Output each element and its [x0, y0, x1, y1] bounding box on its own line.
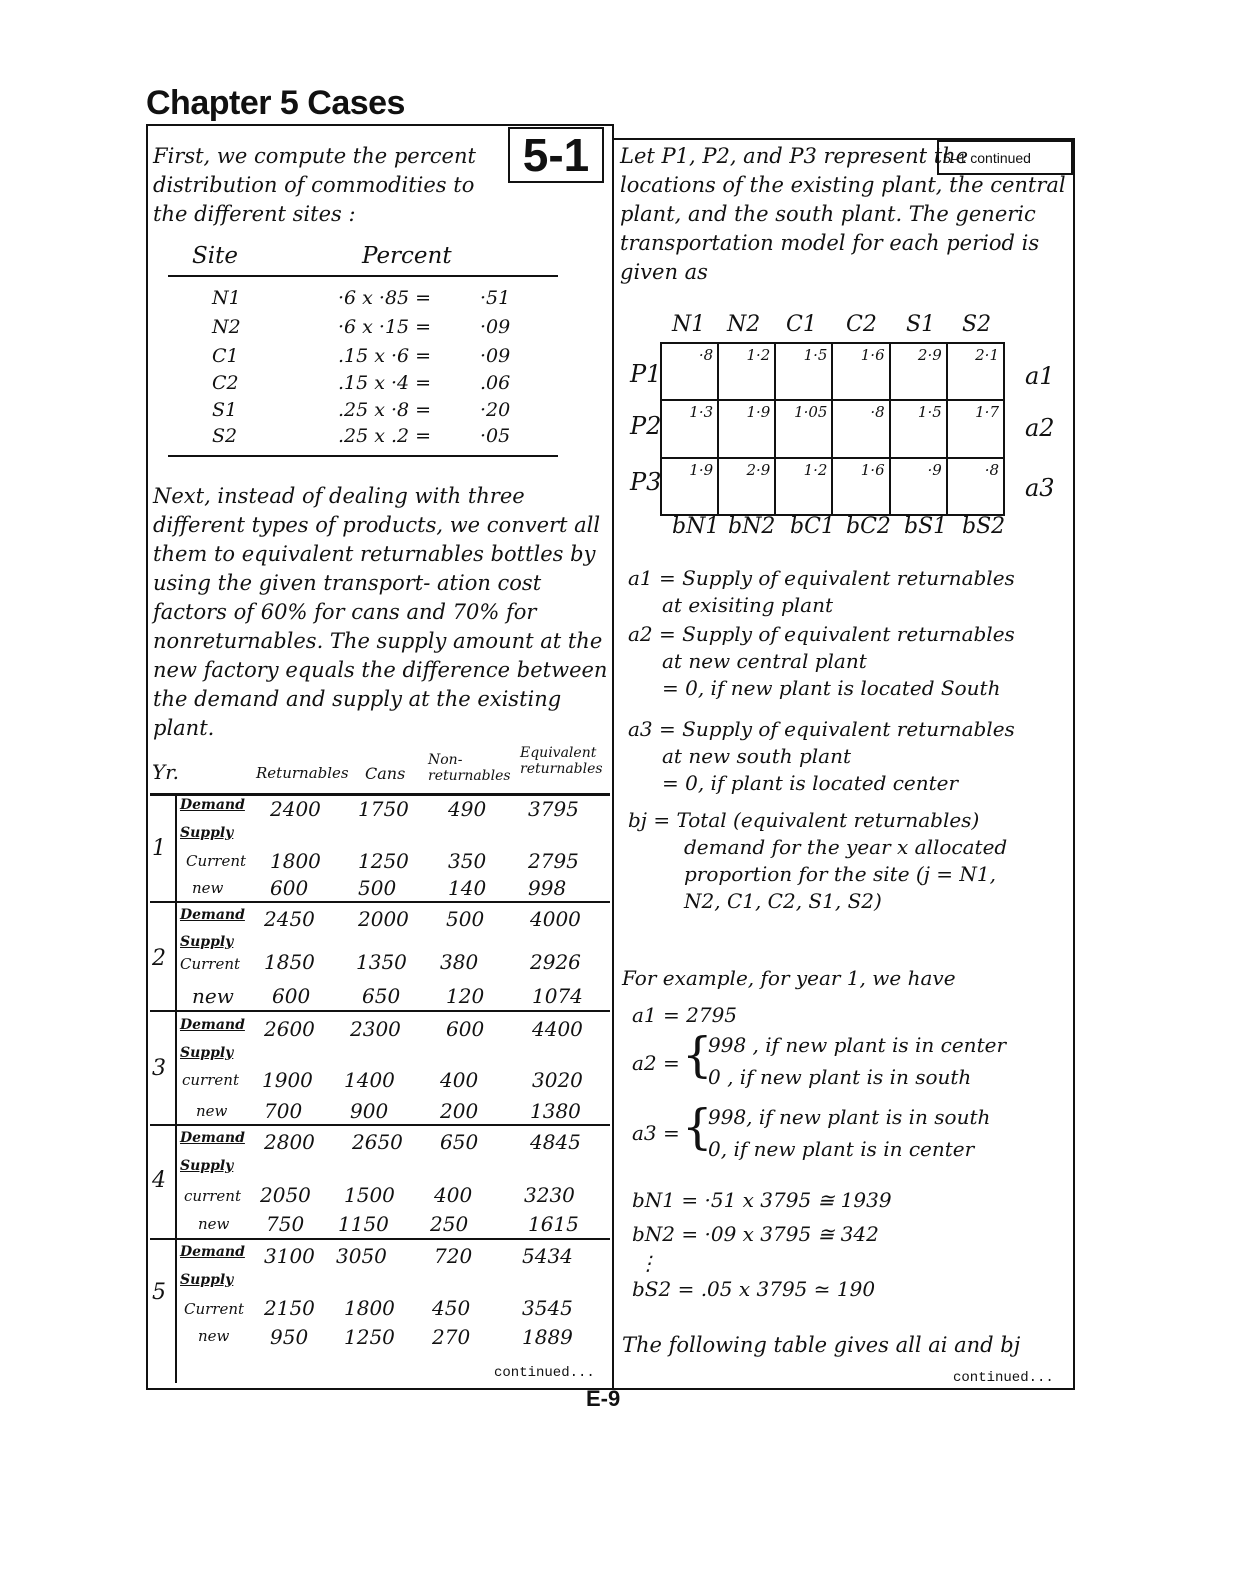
site-name: S2: [212, 425, 238, 447]
site-table-top-rule: [168, 275, 558, 277]
nonret-cell: 270: [432, 1325, 471, 1349]
cans-cell: 1750: [358, 797, 409, 821]
cost-cell: 1·9: [718, 400, 775, 457]
year-number: 4: [152, 1168, 166, 1193]
nonret-cell: 500: [446, 907, 485, 931]
equiv-cell: 3795: [528, 797, 579, 821]
cost-cell: 1·9: [661, 458, 718, 515]
returnables-cell: 2800: [264, 1130, 315, 1154]
site-name: N1: [212, 287, 241, 309]
cost-cell: 1·5: [775, 343, 832, 400]
cost-cell: 1·2: [775, 458, 832, 515]
variable-definitions: [628, 565, 1068, 915]
site-header: Site: [192, 243, 238, 269]
table-row-new: [178, 984, 610, 1012]
nonret-cell: 350: [448, 849, 487, 873]
table-row-current: [178, 1183, 610, 1211]
supply-label-a2: a2: [1025, 414, 1055, 442]
demand-label: bC2: [846, 514, 891, 539]
row-label: new: [198, 1215, 230, 1233]
site-calc: ·6 x ·15 =: [338, 316, 432, 338]
cans-cell: 500: [358, 876, 397, 900]
row-label: Demand: [180, 1244, 245, 1260]
year-number: 5: [152, 1280, 166, 1305]
example-ellipsis: ⋮: [638, 1251, 658, 1275]
supply-label: Supply: [180, 825, 234, 841]
year-table-header-rule: [150, 793, 610, 796]
site-row: [190, 316, 550, 344]
table-row-demand: [178, 1130, 610, 1158]
demand-label: bS1: [904, 514, 948, 539]
def-a2-zero: = 0, if new plant is located South: [662, 676, 1001, 700]
nonret-cell: 400: [440, 1068, 479, 1092]
equivalent-header: Equivalent returnables: [520, 745, 603, 777]
col-label-n2: N2: [727, 312, 761, 337]
row-label: new: [192, 984, 234, 1008]
site-row: [190, 372, 550, 400]
col-label-c2: C2: [846, 312, 877, 337]
nonret-cell: 650: [440, 1130, 479, 1154]
def-bj-cont2: proportion for the site (j = N1,: [684, 862, 996, 886]
nonret-cell: 720: [434, 1244, 473, 1268]
supply-label-a3: a3: [1025, 474, 1055, 502]
row-label: Demand: [180, 907, 245, 923]
site-percent: ·51: [480, 287, 511, 309]
col-label-s2: S2: [962, 312, 992, 337]
nonret-cell: 490: [448, 797, 487, 821]
example-intro: For example, for year 1, we have: [622, 966, 956, 990]
example-bs2: bS2 = .05 x 3795 ≃ 190: [632, 1277, 876, 1301]
example-bn2: bN2 = ·09 x 3795 ≅ 342: [632, 1222, 879, 1246]
cost-cell: ·9: [890, 458, 947, 515]
cost-cell: 2·1: [947, 343, 1004, 400]
site-percent: .06: [480, 372, 511, 394]
nonret-cell: 140: [448, 876, 487, 900]
supply-label: Supply: [180, 1272, 234, 1288]
supply-label: Supply: [180, 1158, 234, 1174]
example-bn1: bN1 = ·51 x 3795 ≅ 1939: [632, 1188, 892, 1212]
equiv-cell: 1380: [530, 1099, 581, 1123]
percent-header: Percent: [362, 243, 452, 269]
row-label: Demand: [180, 1017, 245, 1033]
year-column-divider: [175, 793, 177, 1383]
demand-label: bN2: [728, 514, 776, 539]
cans-header: Cans: [365, 764, 406, 783]
right-intro-paragraph: Let P1, P2, and P3 represent the locations of the existing plant, the central plant, and the south plant. The generic transportation model for each period is given as: [620, 144, 1066, 284]
equiv-cell: 5434: [522, 1244, 573, 1268]
nonret-cell: 250: [430, 1212, 469, 1236]
site-name: C1: [212, 345, 239, 367]
cost-cell: 1·3: [661, 400, 718, 457]
equiv-cell: 3545: [522, 1296, 573, 1320]
year-number: 1: [152, 836, 166, 861]
row-label: new: [196, 1102, 228, 1120]
site-table-bottom-rule: [168, 455, 558, 457]
def-a3-cont: at new south plant: [662, 744, 852, 768]
site-row: [190, 345, 550, 373]
chapter-title: Chapter 5 Cases: [146, 84, 405, 122]
table-row-new: [178, 1099, 610, 1127]
equiv-cell: 4845: [530, 1130, 581, 1154]
nonreturnables-header: Non- returnables: [428, 752, 511, 784]
table-row-current: [178, 950, 610, 978]
equiv-cell: 998: [528, 876, 567, 900]
year-separator: [150, 901, 610, 903]
year-separator: [150, 1238, 610, 1240]
row-label: Current: [180, 955, 241, 973]
equiv-cell: 2795: [528, 849, 579, 873]
right-continued-note: continued...: [953, 1370, 1054, 1386]
left-intro-paragraph: First, we compute the percent distribution of commodities to the different sites :: [153, 144, 476, 226]
cost-cell: 1·05: [775, 400, 832, 457]
table-row-demand: [178, 1244, 610, 1272]
def-bj-cont3: N2, C1, C2, S1, S2): [684, 889, 882, 913]
returnables-cell: 2050: [260, 1183, 311, 1207]
returnables-cell: 600: [272, 984, 311, 1008]
returnables-cell: 2150: [264, 1296, 315, 1320]
page-number: E-9: [586, 1386, 621, 1411]
returnables-cell: 2400: [270, 797, 321, 821]
table-row-new: [178, 1212, 610, 1240]
site-calc: .25 x ·8 =: [338, 399, 432, 421]
cans-cell: 2650: [352, 1130, 403, 1154]
row-label: current: [182, 1071, 239, 1089]
grid-row: [661, 343, 1004, 400]
grid-row: [661, 400, 1004, 457]
returnables-cell: 600: [270, 876, 309, 900]
example-final: The following table gives all ai and bj: [622, 1333, 1021, 1357]
cost-cell: ·8: [661, 343, 718, 400]
site-name: C2: [212, 372, 239, 394]
transportation-grid: [660, 342, 1010, 516]
cost-cell: 2·9: [718, 458, 775, 515]
conversion-paragraph: Next, instead of dealing with three different types of products, we convert all them to equivalent returnables bottles by using the given transport- ation cost factors of 60% for cans and 70% for nonreturnables. The supply amount at the new factory equals the difference between the demand and supply at the existing plant.: [153, 484, 608, 740]
cans-cell: 1250: [358, 849, 409, 873]
returnables-header: Returnables: [256, 764, 349, 782]
site-percent: ·09: [480, 345, 511, 367]
cans-cell: 1500: [344, 1183, 395, 1207]
cans-cell: 3050: [336, 1244, 387, 1268]
site-percent: ·20: [480, 399, 511, 421]
equiv-cell: 4400: [532, 1017, 583, 1041]
year-number: 2: [152, 946, 166, 971]
yr-header: Yr.: [152, 760, 179, 784]
table-row-current: [178, 1296, 610, 1324]
cans-cell: 1800: [344, 1296, 395, 1320]
row-label: new: [192, 879, 224, 897]
cans-cell: 2000: [358, 907, 409, 931]
supply-label: Supply: [180, 1045, 234, 1061]
cans-cell: 1350: [356, 950, 407, 974]
col-label-c1: C1: [786, 312, 817, 337]
returnables-cell: 950: [270, 1325, 309, 1349]
demand-label: bC1: [790, 514, 835, 539]
year-separator: [150, 1124, 610, 1126]
year-number: 3: [152, 1056, 166, 1081]
demand-label: bN1: [672, 514, 720, 539]
equiv-cell: 1889: [522, 1325, 573, 1349]
cans-cell: 1400: [344, 1068, 395, 1092]
cans-cell: 650: [362, 984, 401, 1008]
row-label: Demand: [180, 1130, 245, 1146]
site-percent: ·09: [480, 316, 511, 338]
cans-cell: 1150: [338, 1212, 389, 1236]
table-row-new: [178, 876, 610, 904]
table-row-current: [178, 1068, 610, 1096]
example-a2-line2: 0 , if new plant is in south: [708, 1065, 972, 1089]
site-row: [190, 287, 550, 315]
row-label-p2: P2: [630, 412, 662, 440]
left-continued-note: continued...: [494, 1365, 595, 1381]
nonret-cell: 380: [440, 950, 479, 974]
row-label: Current: [186, 852, 247, 870]
def-a3-zero: = 0, if plant is located center: [662, 771, 959, 795]
case-number-badge: 5-1: [508, 127, 604, 183]
site-percent: ·05: [480, 425, 511, 447]
row-label-p1: P1: [630, 360, 662, 388]
cans-cell: 900: [350, 1099, 389, 1123]
equiv-cell: 1615: [528, 1212, 579, 1236]
table-row-current: [178, 849, 610, 877]
def-bj: bj = Total (equivalent returnables): [628, 808, 980, 832]
equiv-cell: 3020: [532, 1068, 583, 1092]
returnables-cell: 1900: [262, 1068, 313, 1092]
def-a2: a2 = Supply of equivalent returnables: [628, 622, 1015, 646]
grid-row: [661, 458, 1004, 515]
site-name: N2: [212, 316, 241, 338]
row-label: new: [198, 1327, 230, 1345]
row-label: Current: [184, 1300, 245, 1318]
equiv-cell: 2926: [530, 950, 581, 974]
cost-cell: 2·9: [890, 343, 947, 400]
nonret-cell: 120: [446, 984, 485, 1008]
def-bj-cont1: demand for the year x allocated: [684, 835, 1008, 859]
site-row: [190, 399, 550, 427]
supply-label: Supply: [180, 934, 234, 950]
site-name: S1: [212, 399, 238, 421]
def-a1-cont: at exisiting plant: [662, 593, 834, 617]
brace-icon: {: [682, 1099, 713, 1155]
row-label-p3: P3: [630, 468, 662, 496]
site-calc: .15 x ·4 =: [338, 372, 432, 394]
example-a1: a1 = 2795: [632, 1003, 738, 1027]
equiv-cell: 1074: [532, 984, 583, 1008]
brace-icon: {: [682, 1027, 713, 1083]
cost-cell: ·8: [947, 458, 1004, 515]
site-calc: ·6 x ·85 =: [338, 287, 432, 309]
nonret-cell: 450: [432, 1296, 471, 1320]
table-row-new: [178, 1325, 610, 1353]
row-label: Demand: [180, 797, 245, 813]
example-a2-line1: 998 , if new plant is in center: [708, 1033, 1006, 1057]
continued-badge: 5–1 continued: [937, 140, 1073, 175]
example-a3-line2: 0, if new plant is in center: [708, 1137, 975, 1161]
demand-label: bS2: [962, 514, 1006, 539]
cans-cell: 2300: [350, 1017, 401, 1041]
returnables-cell: 750: [266, 1212, 305, 1236]
cost-cell: 1·6: [832, 458, 889, 515]
returnables-cell: 2450: [264, 907, 315, 931]
year-separator: [150, 1010, 610, 1012]
returnables-cell: 2600: [264, 1017, 315, 1041]
nonret-cell: 600: [446, 1017, 485, 1041]
returnables-cell: 700: [264, 1099, 303, 1123]
def-a1: a1 = Supply of equivalent returnables: [628, 566, 1015, 590]
cost-cell: 1·2: [718, 343, 775, 400]
cost-cell: ·8: [832, 400, 889, 457]
def-a2-cont: at new central plant: [662, 649, 867, 673]
equiv-cell: 3230: [524, 1183, 575, 1207]
cost-cell: 1·7: [947, 400, 1004, 457]
table-row-demand: [178, 797, 610, 825]
site-calc: .15 x ·6 =: [338, 345, 432, 367]
returnables-cell: 1800: [270, 849, 321, 873]
example-a2-label: a2 =: [632, 1051, 680, 1075]
site-calc: .25 x .2 =: [338, 425, 432, 447]
def-a3: a3 = Supply of equivalent returnables: [628, 717, 1015, 741]
nonret-cell: 200: [440, 1099, 479, 1123]
col-label-s1: S1: [906, 312, 936, 337]
cost-cell: 1·5: [890, 400, 947, 457]
supply-label-a1: a1: [1025, 362, 1055, 390]
nonret-cell: 400: [434, 1183, 473, 1207]
table-row-demand: [178, 1017, 610, 1045]
example-a3-label: a3 =: [632, 1121, 680, 1145]
row-label: current: [184, 1187, 241, 1205]
col-label-n1: N1: [672, 312, 706, 337]
returnables-cell: 3100: [264, 1244, 315, 1268]
equiv-cell: 4000: [530, 907, 581, 931]
cost-cell: 1·6: [832, 343, 889, 400]
table-row-demand: [178, 907, 610, 935]
returnables-cell: 1850: [264, 950, 315, 974]
site-row: [190, 425, 550, 453]
cans-cell: 1250: [344, 1325, 395, 1349]
example-a3-line1: 998, if new plant is in south: [708, 1105, 991, 1129]
